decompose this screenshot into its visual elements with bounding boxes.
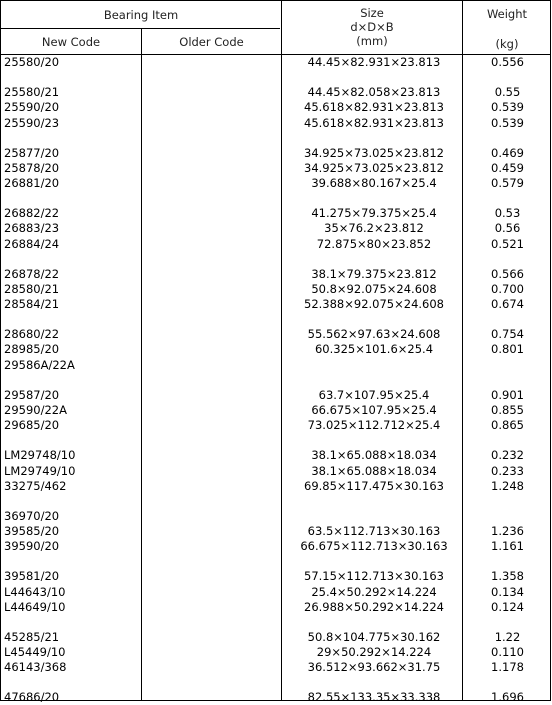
cell-size: 52.388×92.075×24.608 [304, 297, 444, 312]
header-size-unit: (mm) [356, 34, 388, 48]
cell-size: 63.7×107.95×25.4 [318, 387, 430, 402]
cell-weight: 1.696 [491, 690, 524, 705]
table-row [1, 645, 550, 660]
cell-weight: 1.248 [491, 478, 524, 493]
cell-weight: 0.55 [494, 85, 521, 100]
table-row [1, 327, 550, 342]
header-size-dims: d×D×B [350, 20, 394, 34]
cell-size: 45.618×82.931×23.813 [304, 115, 444, 130]
cell-size: 73.025×112.712×25.4 [307, 418, 441, 433]
cell-new-code: 26878/22 [4, 266, 60, 281]
cell-size: 45.618×82.931×23.813 [304, 100, 444, 115]
cell-weight: 0.521 [491, 236, 524, 251]
cell-weight: 0.754 [491, 327, 524, 342]
cell-new-code: 26882/22 [4, 206, 60, 221]
table-row [1, 100, 550, 115]
table-row [1, 221, 550, 236]
cell-weight: 0.579 [491, 176, 524, 191]
cell-size: 55.562×97.63×24.608 [307, 327, 441, 342]
header-weight: Weight [486, 7, 528, 21]
header-divider [1, 28, 280, 29]
table-row [1, 539, 550, 554]
header-size-title: Size [360, 6, 384, 20]
cell-new-code: 45285/21 [4, 629, 60, 644]
cell-size: 26.988×50.292×14.224 [304, 599, 444, 614]
table-row [1, 131, 550, 146]
table-row [1, 358, 550, 373]
table-row [1, 116, 550, 131]
table-row [1, 554, 550, 569]
cell-size: 38.1×65.088×18.034 [311, 448, 437, 463]
table-row [1, 70, 550, 85]
cell-new-code: 25878/20 [4, 160, 60, 175]
cell-weight: 1.358 [491, 569, 524, 584]
cell-size: 29×50.292×14.224 [316, 645, 432, 660]
table-row [1, 569, 550, 584]
table-row [1, 494, 550, 509]
header-new-code: New Code [41, 35, 101, 49]
cell-new-code: 29590/22A [4, 402, 67, 417]
cell-new-code: 26883/23 [4, 221, 60, 236]
cell-size: 35×76.2×23.812 [324, 221, 424, 236]
cell-weight: 0.700 [491, 281, 524, 296]
cell-weight: 0.469 [491, 145, 524, 160]
cell-weight: 0.855 [491, 402, 524, 417]
cell-weight: 1.236 [491, 524, 524, 539]
table-row [1, 509, 550, 524]
table-row [1, 252, 550, 267]
table-row [1, 146, 550, 161]
header-size [282, 6, 462, 48]
cell-size: 82.55×133.35×33.338 [307, 690, 441, 705]
cell-new-code: 39581/20 [4, 569, 60, 584]
cell-weight: 0.539 [491, 100, 524, 115]
cell-new-code: 28680/22 [4, 327, 60, 342]
cell-size: 66.675×107.95×25.4 [311, 402, 437, 417]
table-row [1, 161, 550, 176]
table-row [1, 312, 550, 327]
cell-size: 69.85×117.475×30.163 [304, 478, 444, 493]
cell-weight: 1.178 [491, 660, 524, 675]
cell-new-code: 29685/20 [4, 418, 60, 433]
cell-new-code: 39585/20 [4, 524, 60, 539]
table-row [1, 585, 550, 600]
cell-size: 63.5×112.713×30.163 [307, 524, 441, 539]
table-row [1, 660, 550, 675]
table-row [1, 630, 550, 645]
table-row [1, 524, 550, 539]
cell-new-code: 28584/21 [4, 297, 60, 312]
cell-new-code: 29587/20 [4, 387, 60, 402]
cell-size: 34.925×73.025×23.812 [304, 160, 444, 175]
cell-weight: 0.233 [491, 463, 524, 478]
table-row [1, 297, 550, 312]
cell-new-code: 26884/24 [4, 236, 60, 251]
cell-weight: 0.865 [491, 418, 524, 433]
cell-new-code: L44649/10 [4, 599, 66, 614]
cell-new-code: 47686/20 [4, 690, 60, 705]
cell-size: 44.45×82.058×23.813 [307, 85, 441, 100]
cell-new-code: 28580/21 [4, 281, 60, 296]
cell-weight: 0.566 [491, 266, 524, 281]
cell-size: 72.875×80×23.852 [316, 236, 432, 251]
cell-new-code: L44643/10 [4, 584, 66, 599]
table-row [1, 373, 550, 388]
cell-weight: 1.22 [494, 629, 521, 644]
table-row [1, 267, 550, 282]
table-row [1, 675, 550, 690]
header-bearing-item: Bearing Item [103, 8, 179, 22]
cell-weight: 0.556 [491, 55, 524, 69]
cell-new-code: 29586A/22A [4, 357, 75, 372]
cell-new-code: 25877/20 [4, 145, 60, 160]
cell-weight: 0.539 [491, 115, 524, 130]
cell-weight: 0.56 [494, 221, 521, 236]
table-row [1, 479, 550, 494]
cell-new-code: 39590/20 [4, 539, 60, 554]
cell-new-code: LM29749/10 [4, 463, 76, 478]
cell-weight: 1.161 [491, 539, 524, 554]
cell-weight: 0.110 [491, 645, 524, 660]
cell-new-code: 26881/20 [4, 176, 60, 191]
cell-size: 60.325×101.6×25.4 [314, 342, 434, 357]
cell-size: 36.512×93.662×31.75 [307, 660, 441, 675]
cell-weight: 0.232 [491, 448, 524, 463]
table-row [1, 403, 550, 418]
table-row [1, 615, 550, 630]
table-row [1, 418, 550, 433]
cell-new-code: 46143/368 [4, 660, 67, 675]
table-row [1, 342, 550, 357]
table-row [1, 55, 550, 70]
cell-weight: 0.674 [491, 297, 524, 312]
table-row [1, 600, 550, 615]
cell-size: 38.1×65.088×18.034 [311, 463, 437, 478]
table-row [1, 690, 550, 705]
cell-weight: 0.459 [491, 160, 524, 175]
header-older-code: Older Code [179, 35, 244, 49]
cell-new-code: 36970/20 [4, 508, 60, 523]
cell-new-code: L45449/10 [4, 645, 66, 660]
cell-new-code: 25580/21 [4, 85, 60, 100]
header-weight-unit: (kg) [495, 37, 519, 51]
table-row [1, 85, 550, 100]
table-row [1, 176, 550, 191]
table-row [1, 448, 550, 463]
table-row [1, 282, 550, 297]
cell-size: 39.688×80.167×25.4 [311, 176, 437, 191]
table-row [1, 464, 550, 479]
cell-new-code: 25590/20 [4, 100, 60, 115]
cell-weight: 0.124 [491, 599, 524, 614]
cell-weight: 0.801 [491, 342, 524, 357]
cell-weight: 0.901 [491, 387, 524, 402]
cell-size: 34.925×73.025×23.812 [304, 145, 444, 160]
cell-size: 57.15×112.713×30.163 [304, 569, 444, 584]
table-row [1, 191, 550, 206]
table-row [1, 237, 550, 252]
cell-new-code: 25580/20 [4, 55, 60, 69]
cell-new-code: 25590/23 [4, 115, 60, 130]
cell-size: 38.1×79.375×23.812 [311, 266, 437, 281]
cell-size: 44.45×82.931×23.813 [307, 55, 441, 69]
cell-size: 66.675×112.713×30.163 [300, 539, 448, 554]
cell-size: 50.8×92.075×24.608 [311, 281, 437, 296]
table-row [1, 206, 550, 221]
cell-size: 25.4×50.292×14.224 [311, 584, 437, 599]
cell-weight: 0.134 [491, 584, 524, 599]
table-row [1, 433, 550, 448]
cell-new-code: 28985/20 [4, 342, 60, 357]
cell-new-code: 33275/462 [4, 478, 67, 493]
cell-new-code: LM29748/10 [4, 448, 76, 463]
cell-weight: 0.53 [494, 206, 521, 221]
cell-size: 41.275×79.375×25.4 [311, 206, 437, 221]
cell-size: 50.8×104.775×30.162 [307, 629, 441, 644]
table-row [1, 388, 550, 403]
